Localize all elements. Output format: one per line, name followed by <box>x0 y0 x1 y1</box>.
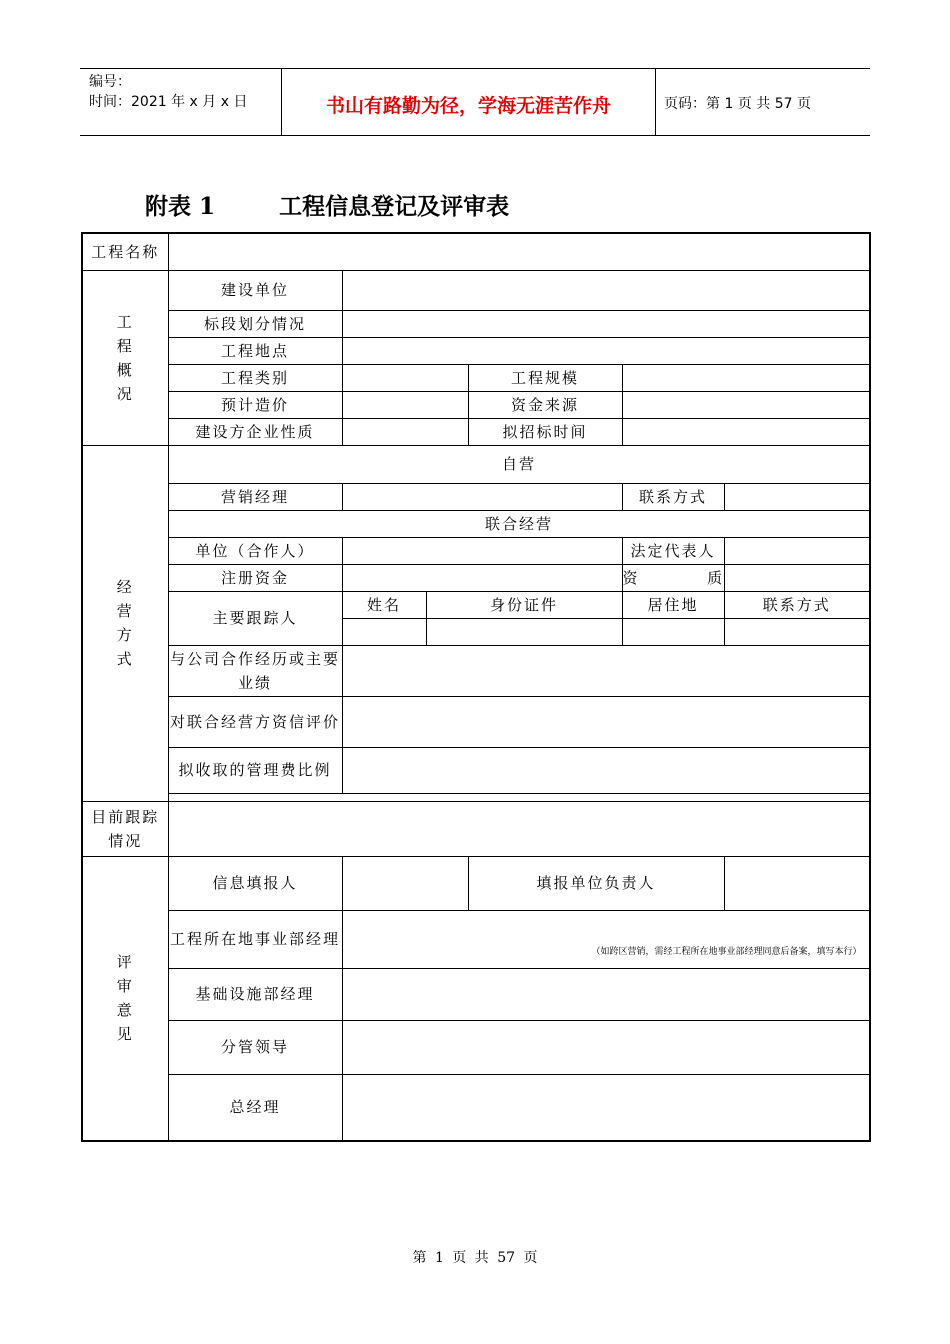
overview-section-label: 工 程 概 况 <box>82 270 168 445</box>
project-name-label: 工程名称 <box>82 233 168 270</box>
mgmt-fee-label: 拟收取的管理费比例 <box>168 747 342 793</box>
time-label: 时间：2021 年 x 月 x 日 <box>89 94 248 110</box>
unit-head-label: 填报单位负责人 <box>468 856 724 910</box>
project-name-field[interactable] <box>168 233 870 270</box>
infra-manager-field[interactable] <box>342 968 870 1020</box>
legal-rep-label: 法定代表人 <box>622 537 724 564</box>
location-field[interactable] <box>342 337 870 364</box>
infra-manager-label: 基础设施部经理 <box>168 968 342 1020</box>
main-tracker-label: 主要跟踪人 <box>168 591 342 645</box>
gm-label: 总经理 <box>168 1074 342 1141</box>
sales-manager-field[interactable] <box>342 483 622 510</box>
header-meta <box>80 69 281 135</box>
tracker-id-field[interactable] <box>426 618 622 645</box>
qualification-label: 资 质 <box>622 564 724 591</box>
leader-label: 分管领导 <box>168 1020 342 1074</box>
page-footer: 第 1 页 共 57 页 <box>412 1250 538 1266</box>
category-field[interactable] <box>342 364 468 391</box>
coop-history-field[interactable] <box>342 645 870 696</box>
local-manager-label: 工程所在地事业部经理 <box>168 910 342 968</box>
tracker-contact-field[interactable] <box>724 618 870 645</box>
joint-operation-label: 联合经营 <box>168 510 870 537</box>
sales-contact-field[interactable] <box>724 483 870 510</box>
current-tracking-label: 目前跟踪情况 <box>82 801 168 856</box>
coop-history-label: 与公司合作经历或主要业绩 <box>168 645 342 696</box>
partner-unit-label: 单位（合作人） <box>168 537 342 564</box>
mgmt-fee-field[interactable] <box>342 747 870 793</box>
operation-spacer <box>168 793 870 801</box>
tracker-header-contact: 联系方式 <box>724 591 870 618</box>
tracker-header-name: 姓名 <box>342 591 426 618</box>
tracker-header-residence: 居住地 <box>622 591 724 618</box>
tracker-name-field[interactable] <box>342 618 426 645</box>
legal-rep-field[interactable] <box>724 537 870 564</box>
page-header <box>80 68 870 136</box>
motto: 书山有路勤为径，学海无涯苦作舟 <box>325 95 611 117</box>
estimated-cost-label: 预计造价 <box>168 391 342 418</box>
bid-time-field[interactable] <box>622 418 870 445</box>
page-label: 页码：第 1 页 共 57 页 <box>664 96 811 112</box>
sections-division-label: 标段划分情况 <box>168 310 342 337</box>
number-label: 编号： <box>89 74 131 90</box>
fund-source-label: 资金来源 <box>468 391 622 418</box>
informant-field[interactable] <box>342 856 468 910</box>
leader-field[interactable] <box>342 1020 870 1074</box>
registered-capital-field[interactable] <box>342 564 622 591</box>
builder-label: 建设单位 <box>168 270 342 310</box>
scale-field[interactable] <box>622 364 870 391</box>
tracker-residence-field[interactable] <box>622 618 724 645</box>
credit-eval-field[interactable] <box>342 696 870 747</box>
unit-head-field[interactable] <box>724 856 870 910</box>
builder-nature-label: 建设方企业性质 <box>168 418 342 445</box>
operation-section-label: 经 营 方 式 <box>82 445 168 801</box>
current-tracking-field[interactable] <box>168 801 870 856</box>
bid-time-label: 拟招标时间 <box>468 418 622 445</box>
tracker-header-id: 身份证件 <box>426 591 622 618</box>
registered-capital-label: 注册资金 <box>168 564 342 591</box>
partner-unit-field[interactable] <box>342 537 622 564</box>
gm-field[interactable] <box>342 1074 870 1141</box>
informant-label: 信息填报人 <box>168 856 342 910</box>
header-motto-cell <box>281 69 656 135</box>
builder-nature-field[interactable] <box>342 418 468 445</box>
review-section-label: 评 审 意 见 <box>82 856 168 1141</box>
location-label: 工程地点 <box>168 337 342 364</box>
qualification-field[interactable] <box>724 564 870 591</box>
builder-field[interactable] <box>342 270 870 310</box>
form-title: 附表 1 工程信息登记及评审表 <box>145 193 510 220</box>
credit-eval-label: 对联合经营方资信评价 <box>168 696 342 747</box>
fund-source-field[interactable] <box>622 391 870 418</box>
sales-manager-label: 营销经理 <box>168 483 342 510</box>
sections-division-field[interactable] <box>342 310 870 337</box>
sales-contact-label: 联系方式 <box>622 483 724 510</box>
registration-form <box>81 232 871 1142</box>
self-run-label: 自营 <box>168 445 870 483</box>
local-manager-note[interactable]: （如跨区营销，需经工程所在地事业部经理同意后备案，填写本行） <box>342 910 870 968</box>
category-label: 工程类别 <box>168 364 342 391</box>
scale-label: 工程规模 <box>468 364 622 391</box>
estimated-cost-field[interactable] <box>342 391 468 418</box>
